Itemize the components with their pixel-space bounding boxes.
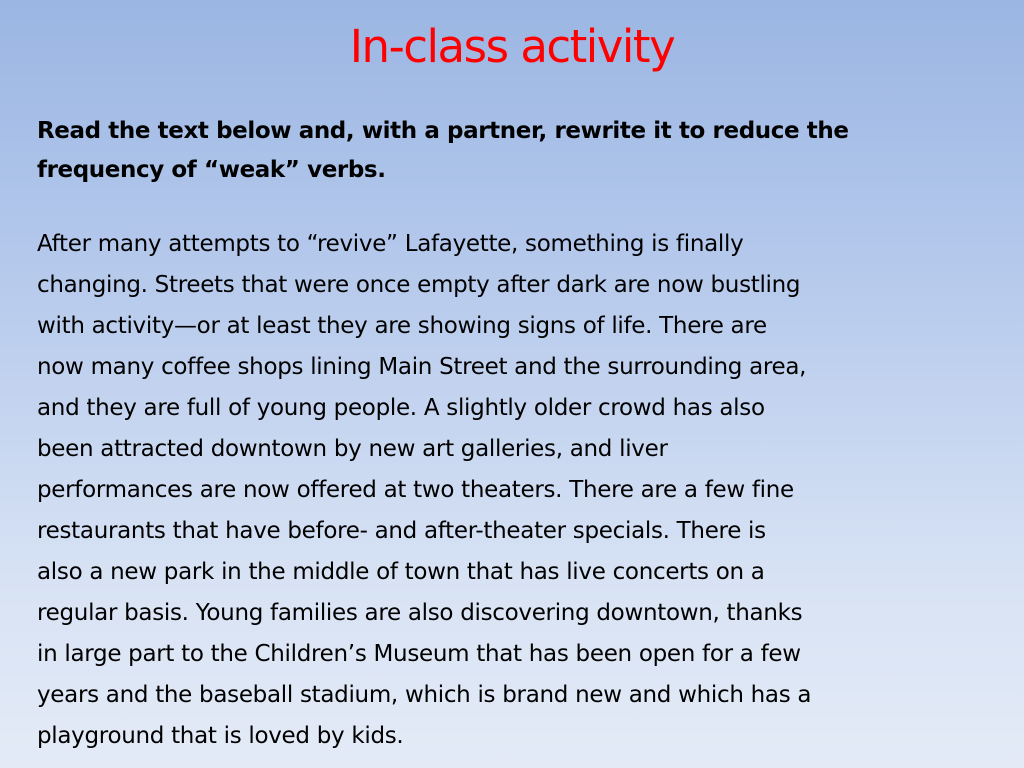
passage-line: After many attempts to “revive” Lafayette, something is finally: [37, 231, 744, 257]
passage-line: in large part to the Children’s Museum that has been open for a few: [37, 641, 801, 667]
passage-line: regular basis. Young families are also discovering downtown, thanks: [37, 600, 803, 626]
passage-line: and they are full of young people. A slightly older crowd has also: [37, 395, 765, 421]
instructions-text: [37, 112, 997, 190]
passage-line: also a new park in the middle of town that has live concerts on a: [37, 559, 765, 585]
slide-title: In-class activity: [349, 20, 675, 73]
passage-line: years and the baseball stadium, which is brand new and which has a: [37, 682, 812, 708]
passage-line: now many coffee shops lining Main Street and the surrounding area,: [37, 354, 807, 380]
instructions-line: frequency of “weak” verbs.: [37, 157, 386, 183]
passage-line: playground that is loved by kids.: [37, 723, 404, 749]
passage-line: restaurants that have before- and after-theater specials. There is: [37, 518, 766, 544]
passage-line: changing. Streets that were once empty after dark are now bustling: [37, 272, 801, 298]
passage-text: [37, 224, 997, 757]
passage-line: been attracted downtown by new art galleries, and liver: [37, 436, 668, 462]
passage-line: performances are now offered at two theaters. There are a few fine: [37, 477, 794, 503]
instructions-line: Read the text below and, with a partner, rewrite it to reduce the: [37, 118, 849, 144]
passage-line: with activity—or at least they are showing signs of life. There are: [37, 313, 767, 339]
